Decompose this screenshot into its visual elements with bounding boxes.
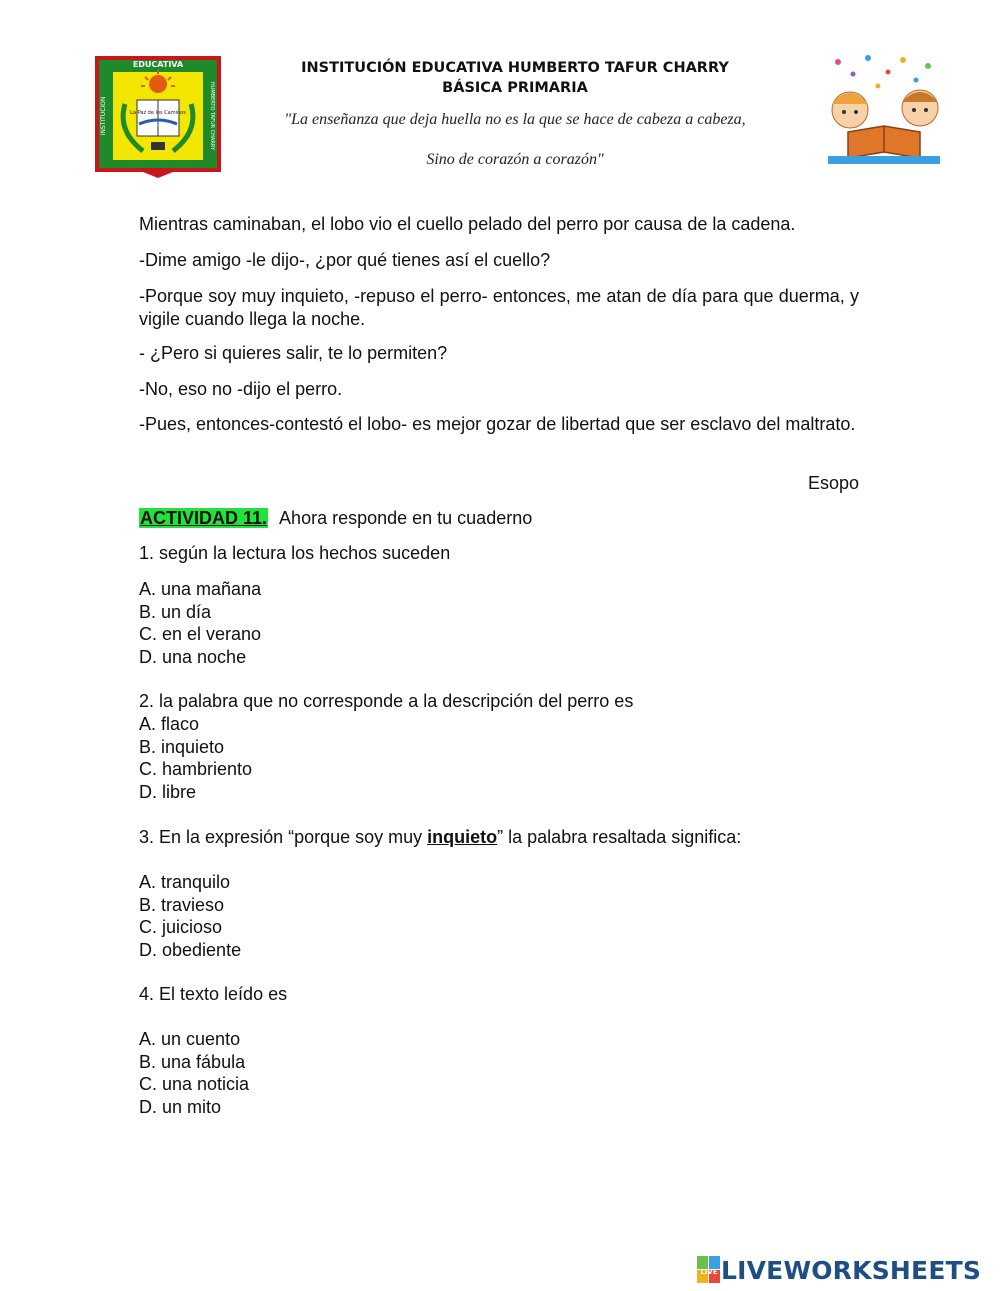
- option: B. una fábula: [139, 1051, 246, 1072]
- question-2-options: [139, 713, 859, 803]
- option: B. un día: [139, 601, 212, 622]
- liveworksheets-text: LIVEWORKSHEETS: [721, 1255, 982, 1285]
- option: C. en el verano: [139, 624, 262, 644]
- option: A. tranquilo: [139, 872, 231, 892]
- liveworksheets-watermark: [697, 1254, 981, 1286]
- option: A. flaco: [139, 714, 200, 734]
- story-paragraph-1: Mientras caminaban, el lobo vio el cuello pelado del perro por causa de la cadena.: [139, 214, 796, 234]
- highlighted-word: inquieto: [427, 827, 498, 847]
- liveworksheets-logo-icon: [697, 1256, 721, 1284]
- option: A. un cuento: [139, 1029, 241, 1049]
- children-reading-illustration: [808, 52, 960, 168]
- question-4: 4. El texto leído es: [139, 984, 288, 1004]
- option: B. travieso: [139, 894, 225, 915]
- motto-line-2: Sino de corazón a corazón": [426, 151, 604, 168]
- story-paragraph-4: - ¿Pero si quieres salir, te lo permiten?: [139, 343, 448, 363]
- question-3-text-before: 3. En la expresión “porque soy muy: [139, 827, 428, 847]
- school-name: INSTITUCIÓN EDUCATIVA HUMBERTO TAFUR CHARRY: [301, 60, 729, 76]
- logo-left-text: INSTITUCION: [100, 96, 107, 136]
- logo-book-text: La Paz de los Caminos: [130, 110, 186, 116]
- activity-label: ACTIVIDAD 11.: [140, 508, 268, 528]
- option: C. hambriento: [139, 759, 253, 779]
- question-3: [139, 826, 859, 849]
- question-4-options: [139, 1028, 859, 1118]
- logo-right-text: HUMBERTO TAFUR CHARRY: [209, 81, 215, 151]
- activity-heading: [139, 507, 859, 530]
- logo-top-text: EDUCATIVA: [132, 60, 184, 69]
- option: D. un mito: [139, 1096, 222, 1117]
- school-header: [230, 58, 800, 98]
- school-logo: [95, 56, 221, 178]
- question-1-options: [139, 578, 859, 668]
- option: B. inquieto: [139, 736, 225, 757]
- question-3-text-after: ” la palabra resaltada significa:: [497, 827, 742, 847]
- option: A. una mañana: [139, 579, 262, 599]
- option: D. una noche: [139, 646, 247, 667]
- story-author: Esopo: [807, 473, 859, 493]
- question-3-options: [139, 871, 859, 961]
- liveworksheets-badge: LIVE: [700, 1268, 718, 1276]
- option: C. una noticia: [139, 1074, 250, 1094]
- option: D. obediente: [139, 939, 242, 960]
- school-level: BÁSICA PRIMARIA: [442, 80, 588, 96]
- question-1: 1. según la lectura los hechos suceden: [139, 543, 451, 563]
- option: D. libre: [139, 781, 197, 802]
- story-paragraph-6: -Pues, entonces-contestó el lobo- es mejor gozar de libertad que ser esclavo del maltrato.: [139, 414, 856, 434]
- motto-line-1: "La enseñanza que deja huella no es la que se hace de cabeza a cabeza,: [284, 111, 746, 128]
- activity-instruction: Ahora responde en tu cuaderno: [279, 508, 533, 528]
- story-paragraph-2: -Dime amigo -le dijo-, ¿por qué tienes así el cuello?: [139, 250, 551, 270]
- option: C. juicioso: [139, 917, 223, 937]
- question-2: 2. la palabra que no corresponde a la descripción del perro es: [139, 691, 634, 711]
- story-paragraph-5: -No, eso no -dijo el perro.: [139, 379, 343, 399]
- story-paragraph-3: -Porque soy muy inquieto, -repuso el perro- entonces, me atan de día para que duerma, y vigile cuando llega la noche.: [139, 286, 859, 329]
